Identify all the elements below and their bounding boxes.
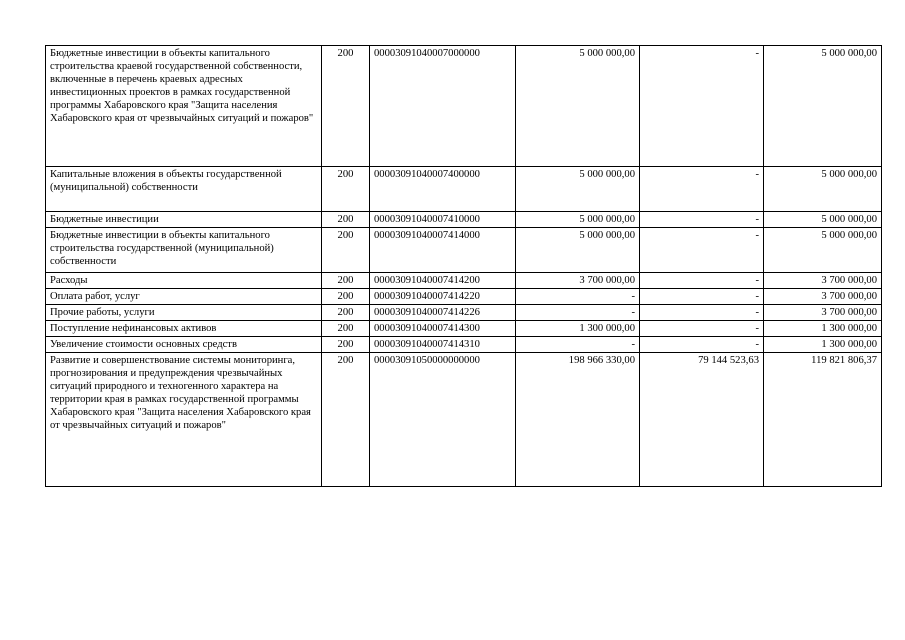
row-classification-code: 00003091050000000000 [370, 353, 516, 487]
row-remaining-amount: 5 000 000,00 [764, 46, 882, 167]
table-row [46, 353, 882, 487]
row-remaining-amount: 3 700 000,00 [764, 273, 882, 289]
row-name: Расходы [46, 273, 322, 289]
row-assigned-amount: - [516, 337, 640, 353]
row-executed-amount: - [640, 46, 764, 167]
row-assigned-amount: - [516, 305, 640, 321]
row-remaining-amount: 3 700 000,00 [764, 305, 882, 321]
row-line-code: 200 [322, 305, 370, 321]
row-executed-amount: - [640, 212, 764, 228]
row-assigned-amount: 5 000 000,00 [516, 46, 640, 167]
row-name: Бюджетные инвестиции в объекты капитального строительства краевой государственной собственности, включенные в перечень краевых адресных инвестиционных проектов в рамках государственной программы Хабаровского края "Защита населения Хабаровского края от чрезвычайных ситуаций и пожаров" [46, 46, 322, 167]
row-line-code: 200 [322, 353, 370, 487]
row-line-code: 200 [322, 273, 370, 289]
row-remaining-amount: 1 300 000,00 [764, 321, 882, 337]
row-executed-amount: - [640, 337, 764, 353]
row-line-code: 200 [322, 337, 370, 353]
row-name: Бюджетные инвестиции [46, 212, 322, 228]
row-line-code: 200 [322, 167, 370, 212]
row-line-code: 200 [322, 289, 370, 305]
table-row [46, 289, 882, 305]
row-executed-amount: 79 144 523,63 [640, 353, 764, 487]
row-remaining-amount: 5 000 000,00 [764, 228, 882, 273]
row-line-code: 200 [322, 228, 370, 273]
table-row [46, 321, 882, 337]
row-executed-amount: - [640, 289, 764, 305]
row-remaining-amount: 5 000 000,00 [764, 212, 882, 228]
row-name: Увеличение стоимости основных средств [46, 337, 322, 353]
row-classification-code: 00003091040007410000 [370, 212, 516, 228]
table-row [46, 167, 882, 212]
row-executed-amount: - [640, 273, 764, 289]
row-name: Капитальные вложения в объекты государственной (муниципальной) собственности [46, 167, 322, 212]
row-remaining-amount: 1 300 000,00 [764, 337, 882, 353]
row-name: Прочие работы, услуги [46, 305, 322, 321]
row-remaining-amount: 119 821 806,37 [764, 353, 882, 487]
row-classification-code: 00003091040007414000 [370, 228, 516, 273]
row-assigned-amount: 198 966 330,00 [516, 353, 640, 487]
row-classification-code: 00003091040007414300 [370, 321, 516, 337]
row-assigned-amount: 5 000 000,00 [516, 212, 640, 228]
row-assigned-amount: 1 300 000,00 [516, 321, 640, 337]
table-row [46, 212, 882, 228]
row-classification-code: 00003091040007400000 [370, 167, 516, 212]
row-name: Поступление нефинансовых активов [46, 321, 322, 337]
row-assigned-amount: - [516, 289, 640, 305]
table-row [46, 337, 882, 353]
row-line-code: 200 [322, 212, 370, 228]
table-row [46, 305, 882, 321]
row-name: Развитие и совершенствование системы мониторинга, прогнозирования и предупреждения чрезвычайных ситуаций природного и техногенного характера на территории края в рамках государственной программы Хабаровского края "Защита населения Хабаровского края от чрезвычайных ситуаций и пожаров" [46, 353, 322, 487]
row-remaining-amount: 5 000 000,00 [764, 167, 882, 212]
row-executed-amount: - [640, 228, 764, 273]
row-executed-amount: - [640, 305, 764, 321]
row-classification-code: 00003091040007414310 [370, 337, 516, 353]
row-classification-code: 00003091040007414200 [370, 273, 516, 289]
row-classification-code: 00003091040007414220 [370, 289, 516, 305]
row-classification-code: 00003091040007414226 [370, 305, 516, 321]
row-classification-code: 00003091040007000000 [370, 46, 516, 167]
row-assigned-amount: 3 700 000,00 [516, 273, 640, 289]
budget-execution-table [45, 45, 882, 487]
table-row [46, 46, 882, 167]
row-line-code: 200 [322, 321, 370, 337]
table-row [46, 273, 882, 289]
row-name: Оплата работ, услуг [46, 289, 322, 305]
row-name: Бюджетные инвестиции в объекты капитального строительства государственной (муниципальной) собственности [46, 228, 322, 273]
row-assigned-amount: 5 000 000,00 [516, 167, 640, 212]
row-line-code: 200 [322, 46, 370, 167]
row-executed-amount: - [640, 167, 764, 212]
row-assigned-amount: 5 000 000,00 [516, 228, 640, 273]
table-row [46, 228, 882, 273]
row-executed-amount: - [640, 321, 764, 337]
row-remaining-amount: 3 700 000,00 [764, 289, 882, 305]
